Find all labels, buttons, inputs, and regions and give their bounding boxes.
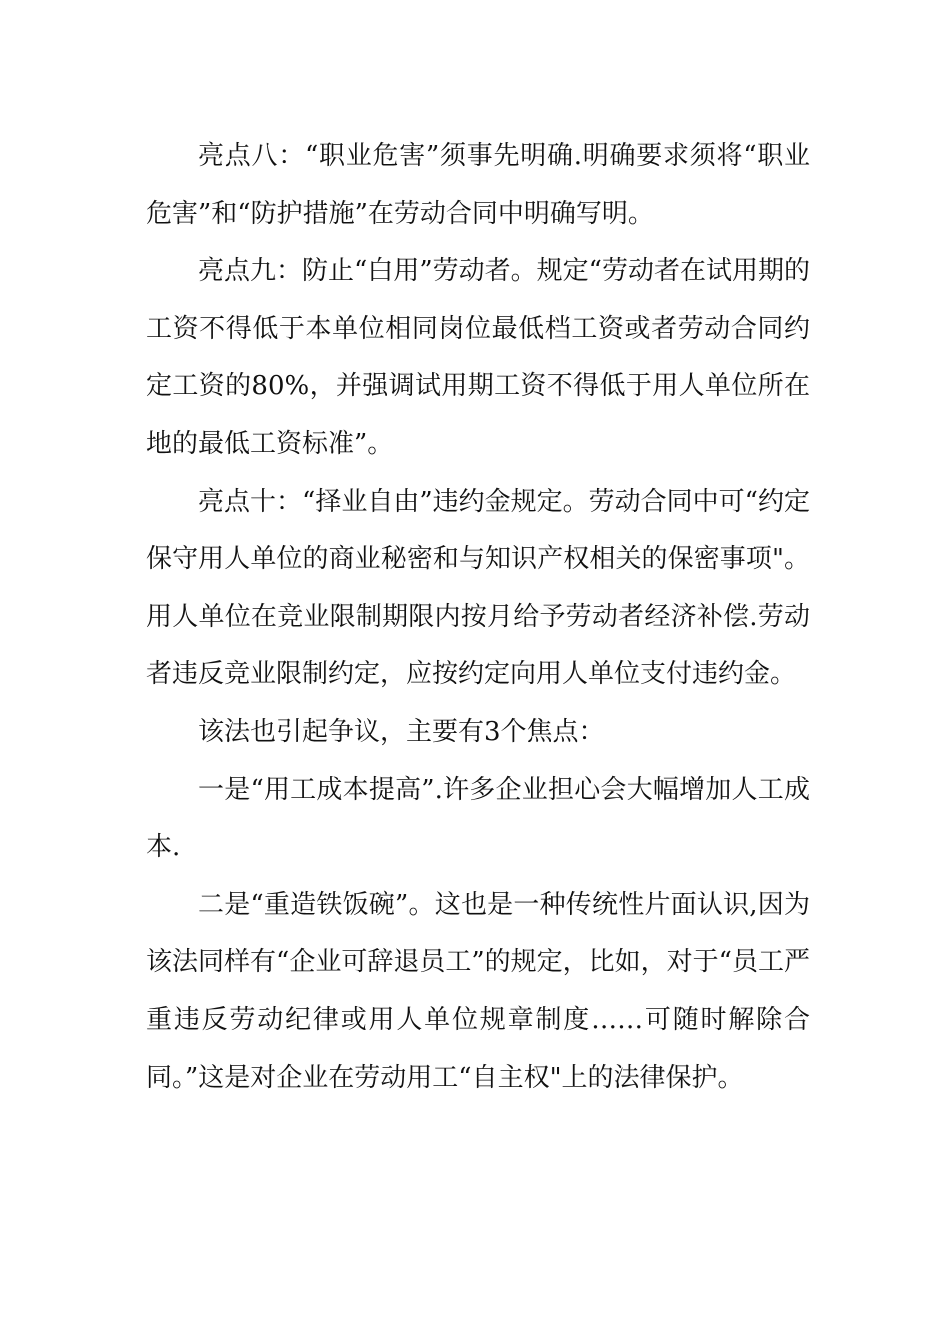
paragraph-highlight-9: 亮点九：防止“白用”劳动者。规定“劳动者在试用期的工资不得低于本单位相同岗位最低档工资或者劳动合同约定工资的80%，并强调试用期工资不得低于用人单位所在地的最低工资标准”。 <box>146 256 810 459</box>
paragraph-controversy-2: 二是“重造铁饭碗”。这也是一种传统性片面认识,因为该法同样有“企业可辞退员工”的规定，比如，对于“员工严重违反劳动纪律或用人单位规章制度……可随时解除合同。”这是对企业在劳动用工“自主权"上的法律保护。 <box>146 889 810 1093</box>
paragraph-controversy-intro: 该法也引起争议，主要有3个焦点： <box>198 716 605 747</box>
document-body <box>146 128 810 1107</box>
paragraph-highlight-8: 亮点八：“职业危害”须事先明确.明确要求须将“职业危害”和“防护措施”在劳动合同中明确写明。 <box>146 141 810 229</box>
paragraph-highlight-10: 亮点十：“择业自由”违约金规定。劳动合同中可“约定保守用人单位的商业秘密和与知识产权相关的保密事项"。用人单位在竞业限制期限内按月给予劳动者经济补偿.劳动者违反竞业限制约定，应按约定向用人单位支付违约金。 <box>146 486 810 690</box>
paragraph-controversy-1: 一是“用工成本提高”.许多企业担心会大幅增加人工成本. <box>146 774 810 863</box>
